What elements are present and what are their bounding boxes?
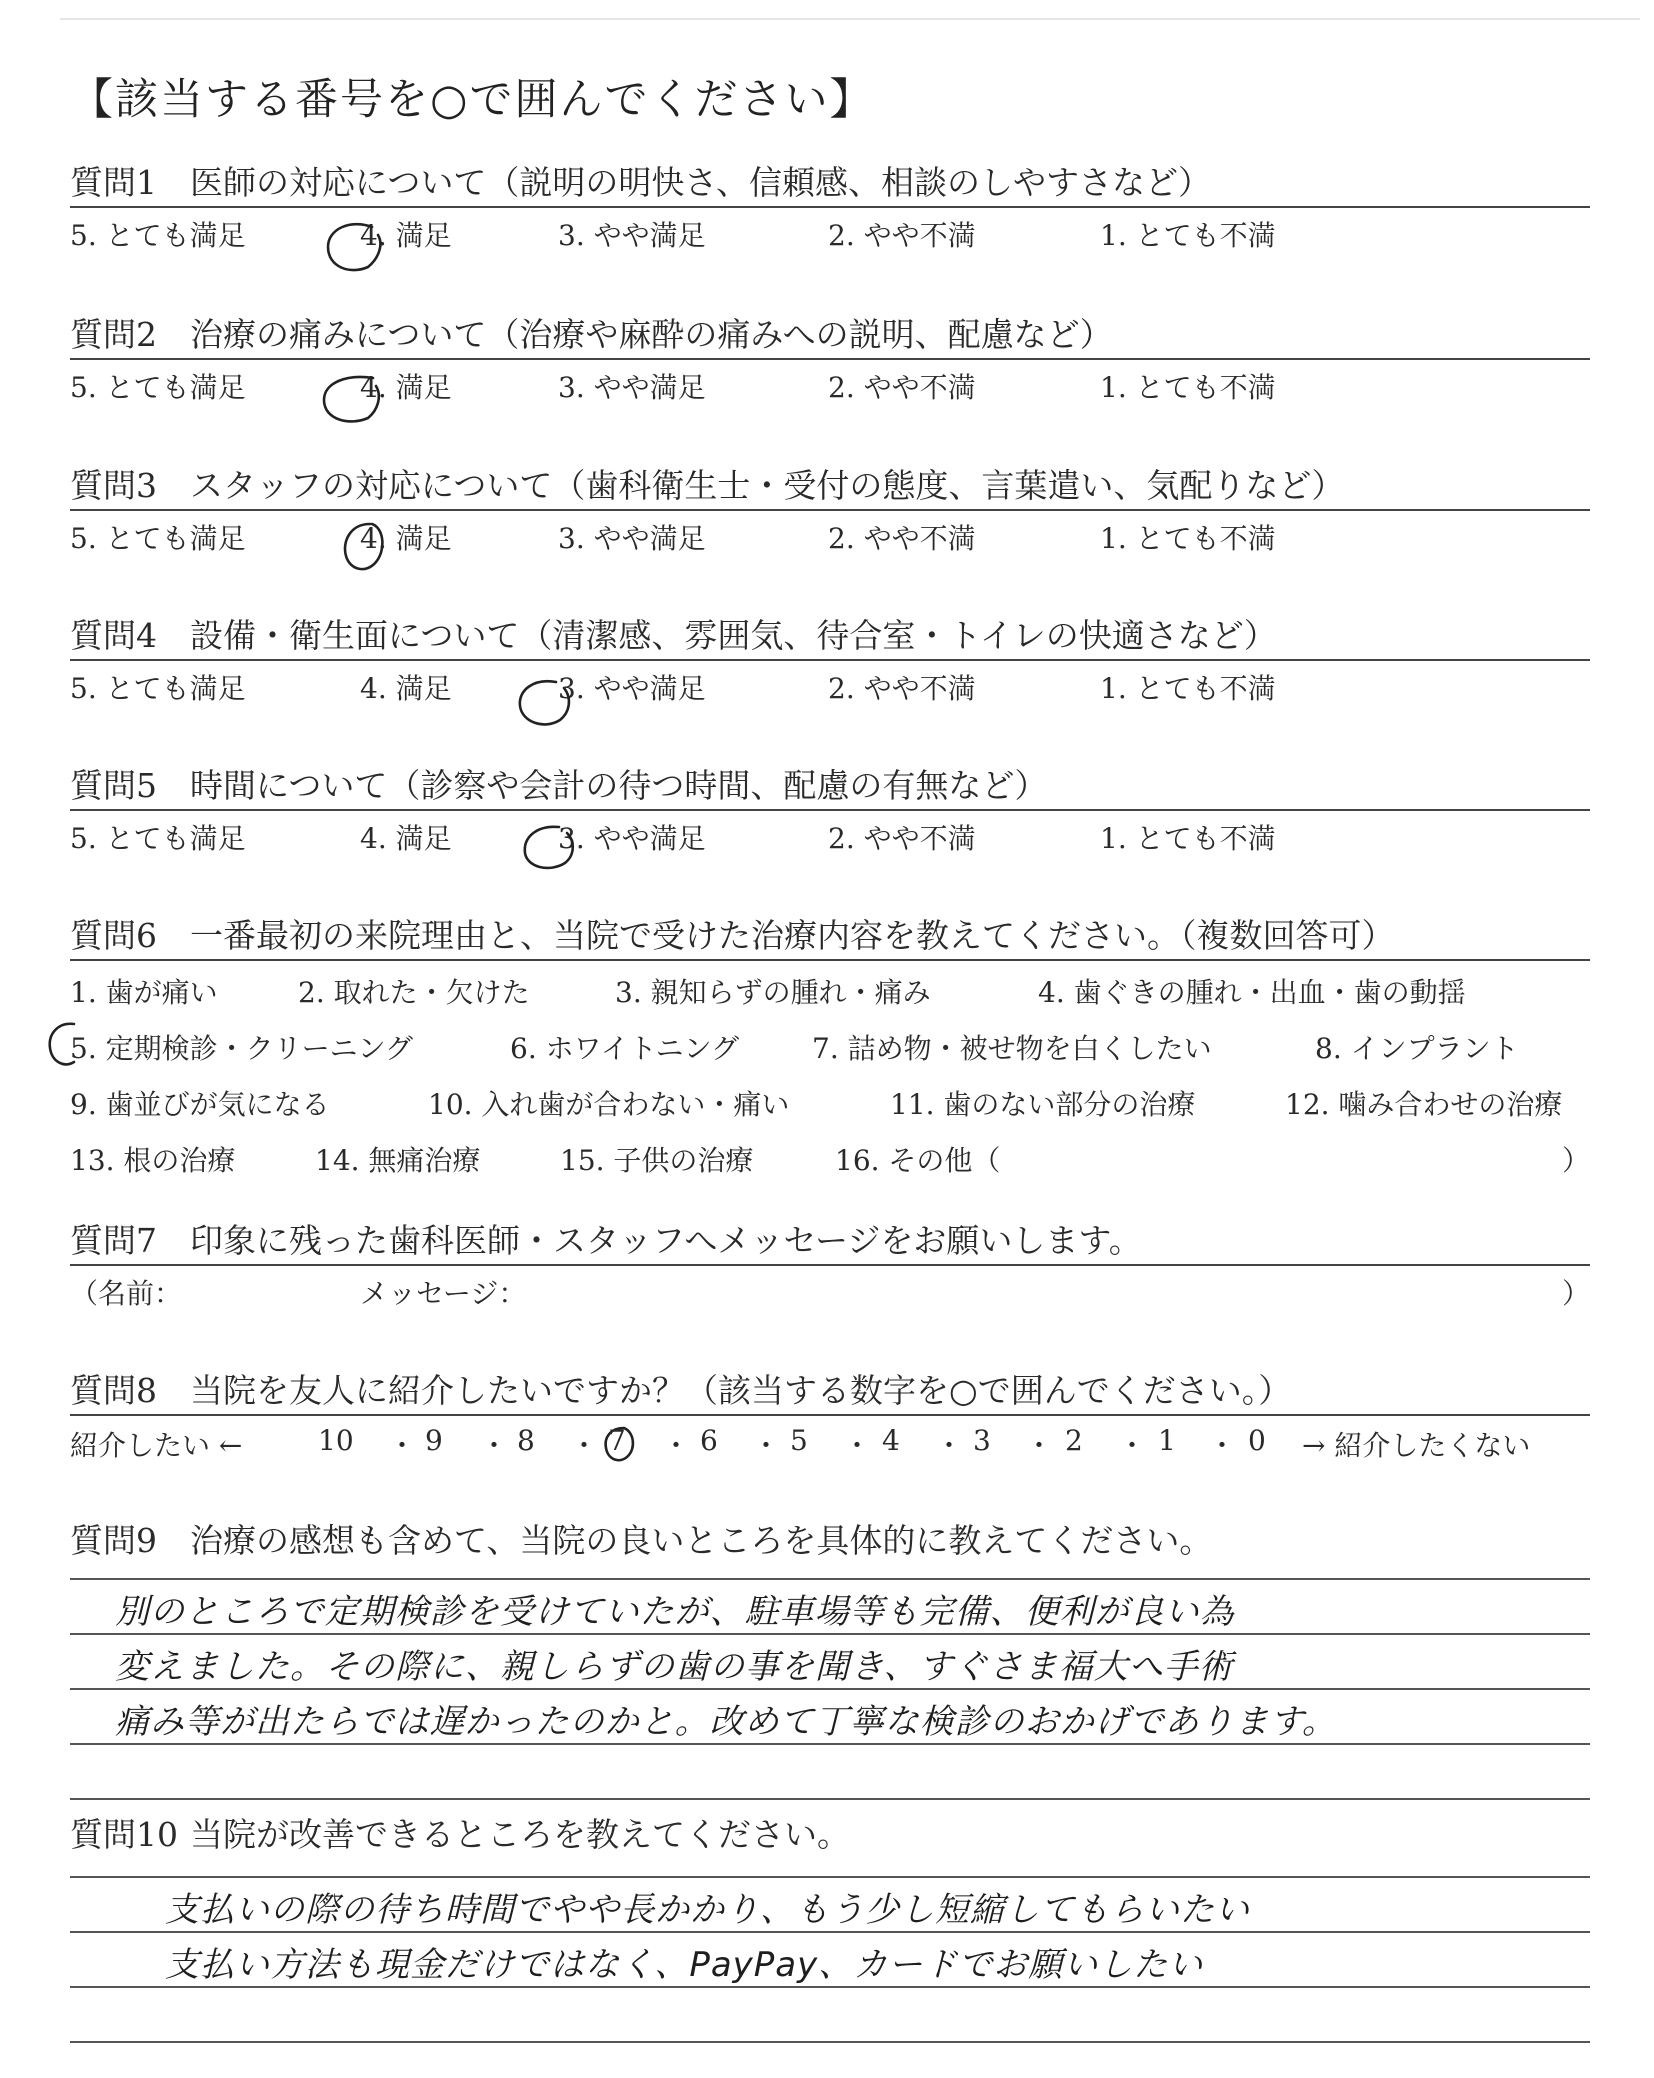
- rating-options: [70, 517, 1590, 561]
- scale-separator: ・: [1208, 1429, 1237, 1462]
- question-10: [70, 1810, 1590, 1856]
- reason-option[interactable]: 6. ホワイトニング: [510, 1032, 740, 1065]
- question-1: [70, 158, 1590, 258]
- option-4[interactable]: 4. 満足: [360, 822, 452, 855]
- underline: [70, 659, 1590, 661]
- close-paren: ）: [1561, 1144, 1590, 1177]
- question-number: 質問8: [70, 1371, 157, 1410]
- reason-option[interactable]: 16. その他（: [835, 1144, 1001, 1177]
- close-paren: ）: [1561, 1277, 1590, 1310]
- question-2: [70, 310, 1590, 410]
- question-8: [70, 1366, 1590, 1468]
- top-border: [60, 18, 1640, 20]
- reason-option[interactable]: 10. 入れ歯が合わない・痛い: [428, 1088, 790, 1121]
- scale-value[interactable]: 6: [700, 1424, 718, 1457]
- reason-option[interactable]: 14. 無痛治療: [315, 1144, 481, 1177]
- reason-option[interactable]: 13. 根の治療: [70, 1144, 236, 1177]
- underline: [70, 358, 1590, 360]
- option-3[interactable]: 3. やや満足: [558, 371, 706, 404]
- reason-option[interactable]: 11. 歯のない部分の治療: [890, 1088, 1196, 1121]
- option-4[interactable]: 4. 満足: [360, 522, 452, 555]
- reason-option[interactable]: 9. 歯並びが気になる: [70, 1088, 330, 1121]
- underline: [70, 1264, 1590, 1266]
- question-number: 質問6: [70, 916, 157, 955]
- reason-option[interactable]: 15. 子供の治療: [560, 1144, 754, 1177]
- rating-options: [70, 817, 1590, 861]
- question-9: [70, 1516, 1590, 1562]
- underline: [70, 959, 1590, 961]
- question-text: 治療の痛みについて（治療や麻酔の痛みへの説明、配慮など）: [190, 315, 1113, 354]
- question-text: スタッフの対応について（歯科衛生士・受付の態度、言葉遣い、気配りなど）: [190, 466, 1345, 505]
- option-1[interactable]: 1. とても不満: [1100, 672, 1276, 705]
- underline: [70, 809, 1590, 811]
- reason-option[interactable]: 4. 歯ぐきの腫れ・出血・歯の動揺: [1038, 976, 1466, 1009]
- option-4[interactable]: 4. 満足: [360, 371, 452, 404]
- scale-separator: ・: [843, 1429, 872, 1462]
- question-text: 設備・衛生面について（清潔感、雰囲気、待合室・トイレの快適さなど）: [190, 616, 1277, 655]
- scale-separator: ・: [1118, 1429, 1147, 1462]
- scale-separator: ・: [570, 1429, 599, 1462]
- rating-options: [70, 667, 1590, 711]
- option-5[interactable]: 5. とても満足: [70, 672, 246, 705]
- option-1[interactable]: 1. とても不満: [1100, 371, 1276, 404]
- option-1[interactable]: 1. とても不満: [1100, 522, 1276, 555]
- question-number: 質問3: [70, 466, 157, 505]
- underline: [70, 1414, 1590, 1416]
- scale-value[interactable]: 1: [1158, 1424, 1176, 1457]
- message-label: メッセージ：: [360, 1277, 527, 1310]
- option-2[interactable]: 2. やや不満: [828, 371, 976, 404]
- question-number: 質問9: [70, 1521, 157, 1560]
- option-4[interactable]: 4. 満足: [360, 672, 452, 705]
- question-5: [70, 761, 1590, 861]
- option-3[interactable]: 3. やや満足: [558, 672, 706, 705]
- scale-value[interactable]: 5: [790, 1424, 808, 1457]
- scale-separator: ・: [480, 1429, 509, 1462]
- scale-value[interactable]: 3: [973, 1424, 991, 1457]
- question-text: 時間について（診察や会計の待つ時間、配慮の有無など）: [190, 766, 1048, 805]
- option-1[interactable]: 1. とても不満: [1100, 822, 1276, 855]
- page-title: 【該当する番号を○で囲んでください】: [70, 75, 875, 125]
- scale-value[interactable]: 10: [318, 1424, 354, 1457]
- message-row: [70, 1272, 1590, 1316]
- reason-option[interactable]: 8. インプラント: [1315, 1032, 1519, 1065]
- scale-separator: ・: [388, 1429, 417, 1462]
- question-number: 質問4: [70, 616, 157, 655]
- handwritten-answer-line: 支払いの際の待ち時間でやや長かかり、もう少し短縮してもらいたい: [165, 1890, 1250, 1930]
- option-2[interactable]: 2. やや不満: [828, 219, 976, 252]
- question-3: [70, 461, 1590, 561]
- question-text: 当院が改善できるところを教えてください。: [190, 1815, 850, 1854]
- handwritten-answer-line: 支払い方法も現金だけではなく、PayPay、カードでお願いしたい: [165, 1945, 1204, 1985]
- question-6: [70, 911, 1590, 1185]
- handwritten-answer-line: 別のところで定期検診を受けていたが、駐車場等も完備、便利が良い為: [115, 1592, 1235, 1632]
- question-number: 質問7: [70, 1221, 157, 1260]
- option-4[interactable]: 4. 満足: [360, 219, 452, 252]
- scale-separator: ・: [752, 1429, 781, 1462]
- scale-left-label: 紹介したい ←: [70, 1429, 243, 1462]
- reason-options: [70, 965, 1590, 1185]
- reason-option[interactable]: 1. 歯が痛い: [70, 976, 218, 1009]
- scale-value[interactable]: 8: [517, 1424, 535, 1457]
- scale-right-label: → 紹介したくない: [1302, 1429, 1531, 1462]
- handwritten-answer-line: 痛み等が出たらでは遅かったのかと。改めて丁寧な検診のおかげであります。: [115, 1702, 1337, 1742]
- reason-option[interactable]: 2. 取れた・欠けた: [298, 976, 530, 1009]
- question-number: 質問2: [70, 315, 157, 354]
- scale-value[interactable]: 0: [1248, 1424, 1266, 1457]
- option-2[interactable]: 2. やや不満: [828, 822, 976, 855]
- reason-option[interactable]: 12. 噛み合わせの治療: [1285, 1088, 1563, 1121]
- scale-value[interactable]: 2: [1065, 1424, 1083, 1457]
- reason-option[interactable]: 7. 詰め物・被せ物を白くしたい: [812, 1032, 1212, 1065]
- question-number: 質問10: [70, 1815, 178, 1854]
- option-5[interactable]: 5. とても満足: [70, 219, 246, 252]
- name-label: （名前：: [70, 1277, 183, 1310]
- question-text: 当院を友人に紹介したいですか？（該当する数字を○で囲んでください。）: [190, 1371, 1292, 1410]
- question-number: 質問5: [70, 766, 157, 805]
- scale-value[interactable]: 9: [425, 1424, 443, 1457]
- option-2[interactable]: 2. やや不満: [828, 522, 976, 555]
- underline: [70, 206, 1590, 208]
- recommend-scale: [70, 1424, 1590, 1468]
- scale-separator: ・: [662, 1429, 691, 1462]
- question-7: [70, 1216, 1590, 1316]
- question-text: 医師の対応について（説明の明快さ、信頼感、相談のしやすさなど）: [190, 163, 1212, 202]
- scale-separator: ・: [1025, 1429, 1054, 1462]
- underline: [70, 509, 1590, 511]
- option-1[interactable]: 1. とても不満: [1100, 219, 1276, 252]
- option-3[interactable]: 3. やや満足: [558, 522, 706, 555]
- scale-value[interactable]: 7: [608, 1424, 626, 1457]
- rating-options: [70, 214, 1590, 258]
- option-3[interactable]: 3. やや満足: [558, 219, 706, 252]
- question-text: 一番最初の来院理由と、当院で受けた治療内容を教えてください。（複数回答可）: [190, 916, 1395, 955]
- option-3[interactable]: 3. やや満足: [558, 822, 706, 855]
- scale-value[interactable]: 4: [882, 1424, 900, 1457]
- question-number: 質問1: [70, 163, 157, 202]
- option-5[interactable]: 5. とても満足: [70, 371, 246, 404]
- question-text: 治療の感想も含めて、当院の良いところを具体的に教えてください。: [190, 1521, 1213, 1560]
- option-5[interactable]: 5. とても満足: [70, 822, 246, 855]
- option-5[interactable]: 5. とても満足: [70, 522, 246, 555]
- rating-options: [70, 366, 1590, 410]
- question-4: [70, 611, 1590, 711]
- reason-option[interactable]: 5. 定期検診・クリーニング: [70, 1032, 414, 1065]
- reason-option[interactable]: 3. 親知らずの腫れ・痛み: [615, 976, 931, 1009]
- question-text: 印象に残った歯科医師・スタッフへメッセージをお願いします。: [190, 1221, 1142, 1260]
- option-2[interactable]: 2. やや不満: [828, 672, 976, 705]
- scale-separator: ・: [935, 1429, 964, 1462]
- handwritten-answer-line: 変えました。その際に、親しらずの歯の事を聞き、すぐさま福大へ手術: [115, 1647, 1234, 1687]
